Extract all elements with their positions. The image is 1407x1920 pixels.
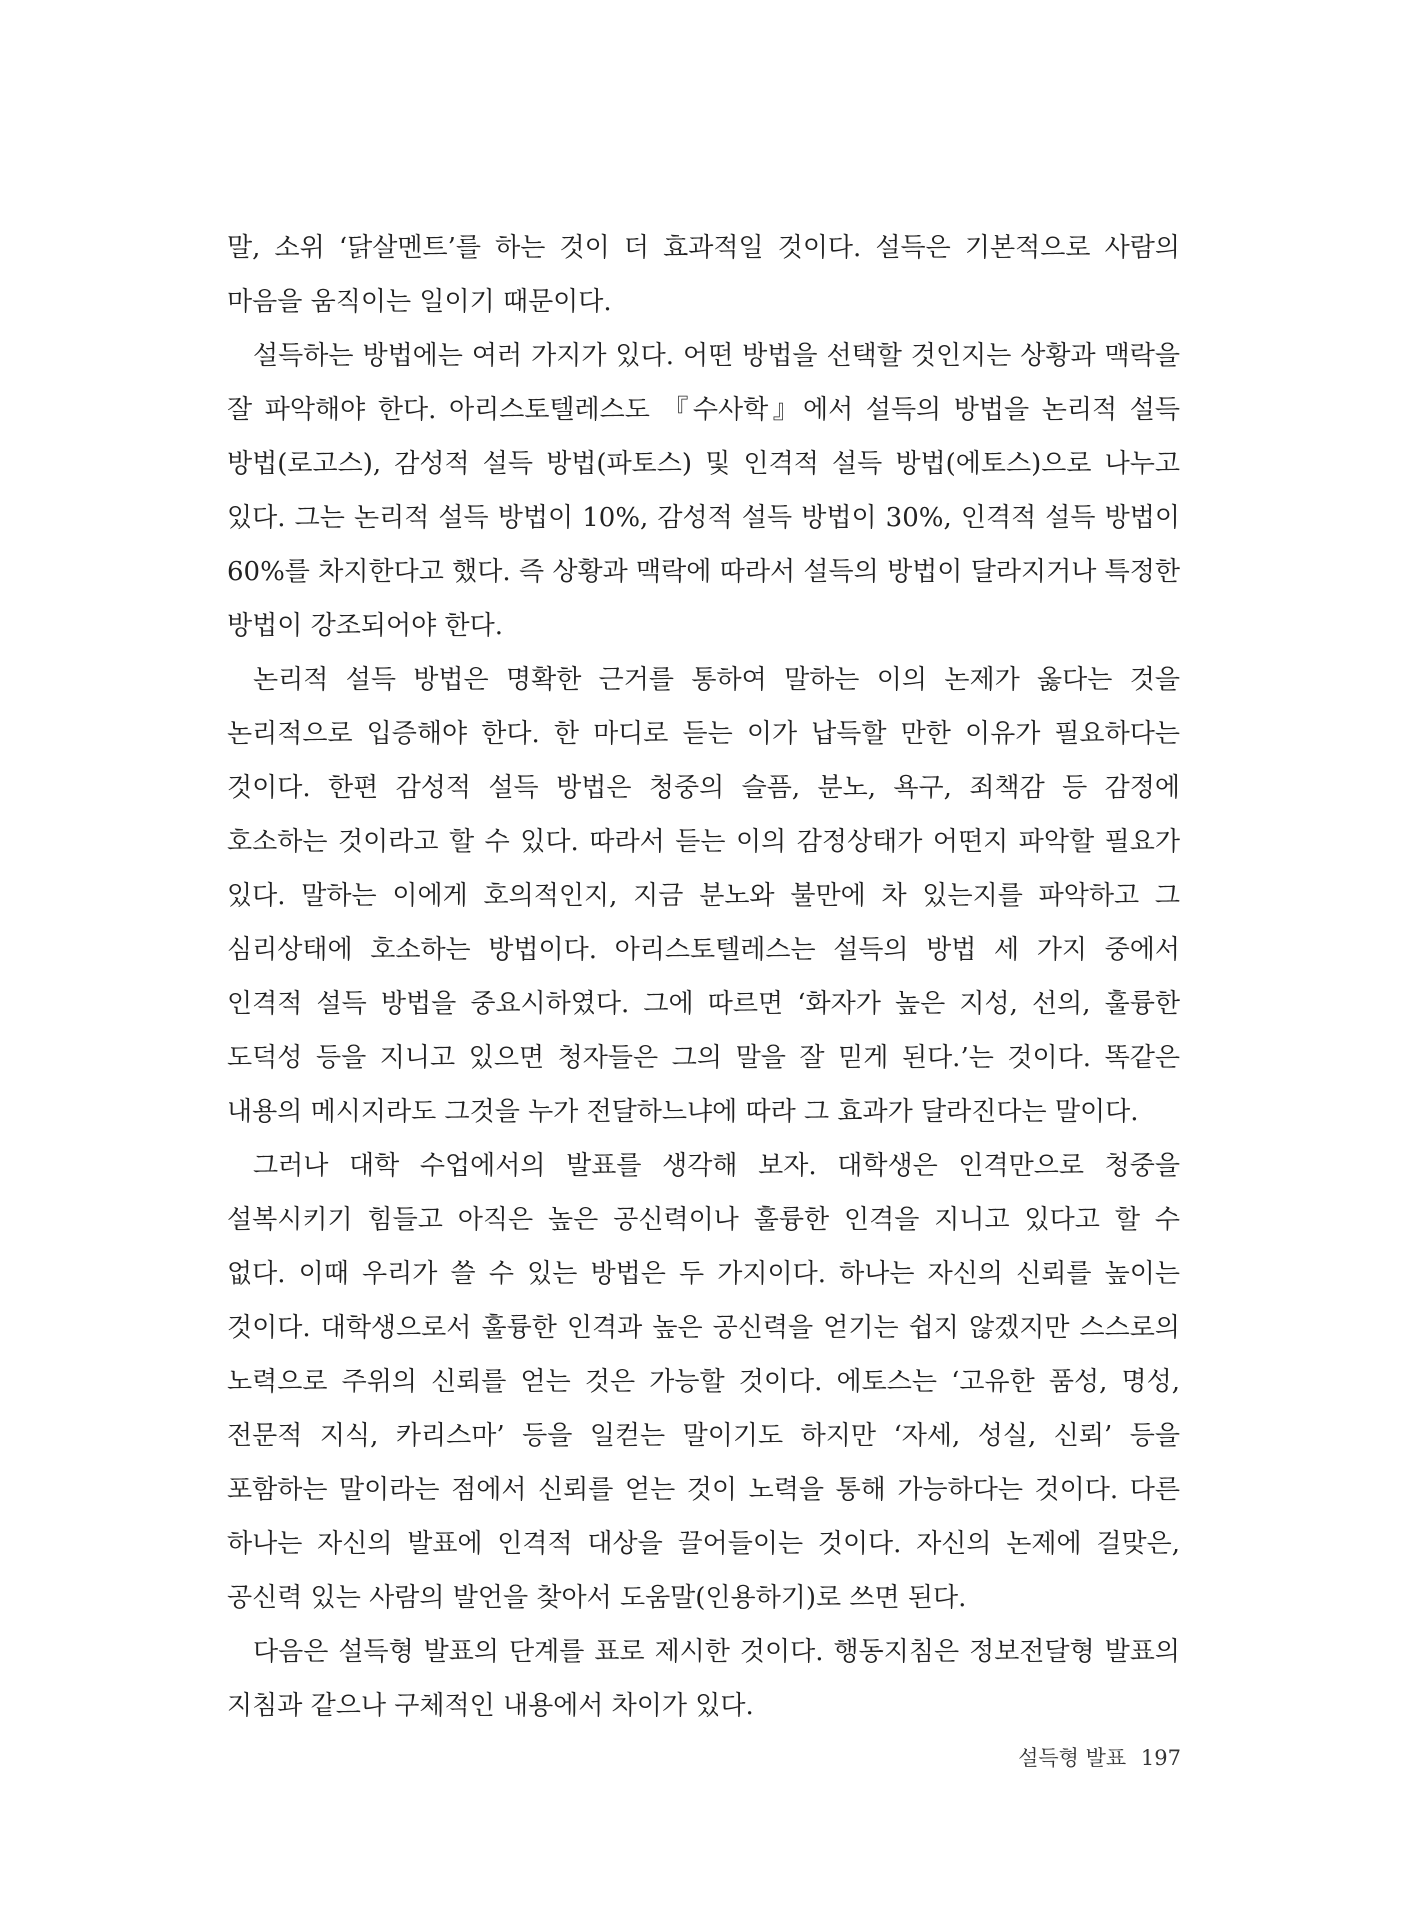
body-text	[227, 221, 1180, 1733]
page-number: 197	[1140, 1746, 1181, 1770]
paragraph-2: 설득하는 방법에는 여러 가지가 있다. 어떤 방법을 선택할 것인지는 상황과 맥락을 잘 파악해야 한다. 아리스토텔레스도 『수사학』에서 설득의 방법을 논리적 설득 방법(로고스), 감성적 설득 방법(파토스) 및 인격적 설득 방법(에토스)으로 나누고 있다. 그는 논리적 설득 방법이 10%, 감성적 설득 방법이 30%, 인격적 설득 방법이 60%를 차지한다고 했다. 즉 상황과 맥락에 따라서 설득의 방법이 달라지거나 특정한 방법이 강조되어야 한다.	[227, 341, 1180, 641]
paragraph-5: 다음은 설득형 발표의 단계를 표로 제시한 것이다. 행동지침은 정보전달형 발표의 지침과 같으나 구체적인 내용에서 차이가 있다.	[227, 1637, 1180, 1721]
paragraph-1: 말, 소위 ‘닭살멘트’를 하는 것이 더 효과적일 것이다. 설득은 기본적으로 사람의 마음을 움직이는 일이기 때문이다.	[227, 233, 1180, 317]
paragraph-3: 논리적 설득 방법은 명확한 근거를 통하여 말하는 이의 논제가 옳다는 것을 논리적으로 입증해야 한다. 한 마디로 듣는 이가 납득할 만한 이유가 필요하다는 것이다. 한편 감성적 설득 방법은 청중의 슬픔, 분노, 욕구, 죄책감 등 감정에 호소하는 것이라고 할 수 있다. 따라서 듣는 이의 감정상태가 어떤지 파악할 필요가 있다. 말하는 이에게 호의적인지, 지금 분노와 불만에 차 있는지를 파악하고 그 심리상태에 호소하는 방법이다. 아리스토텔레스는 설득의 방법 세 가지 중에서 인격적 설득 방법을 중요시하였다. 그에 따르면 ‘화자가 높은 지성, 선의, 훌륭한 도덕성 등을 지니고 있으면 청자들은 그의 말을 잘 믿게 된다.’는 것이다. 똑같은 내용의 메시지라도 그것을 누가 전달하느냐에 따라 그 효과가 달라진다는 말이다.	[227, 665, 1180, 1127]
page-footer	[1018, 1742, 1181, 1772]
paragraph-4: 그러나 대학 수업에서의 발표를 생각해 보자. 대학생은 인격만으로 청중을 설복시키기 힘들고 아직은 높은 공신력이나 훌륭한 인격을 지니고 있다고 할 수 없다. 이때 우리가 쓸 수 있는 방법은 두 가지이다. 하나는 자신의 신뢰를 높이는 것이다. 대학생으로서 훌륭한 인격과 높은 공신력을 얻기는 쉽지 않겠지만 스스로의 노력으로 주위의 신뢰를 얻는 것은 가능할 것이다. 에토스는 ‘고유한 품성, 명성, 전문적 지식, 카리스마’ 등을 일컫는 말이기도 하지만 ‘자세, 성실, 신뢰’ 등을 포함하는 말이라는 점에서 신뢰를 얻는 것이 노력을 통해 가능하다는 것이다. 다른 하나는 자신의 발표에 인격적 대상을 끌어들이는 것이다. 자신의 논제에 걸맞은, 공신력 있는 사람의 발언을 찾아서 도움말(인용하기)로 쓰면 된다.	[227, 1151, 1180, 1613]
running-section-title: 설득형 발표	[1018, 1746, 1127, 1770]
